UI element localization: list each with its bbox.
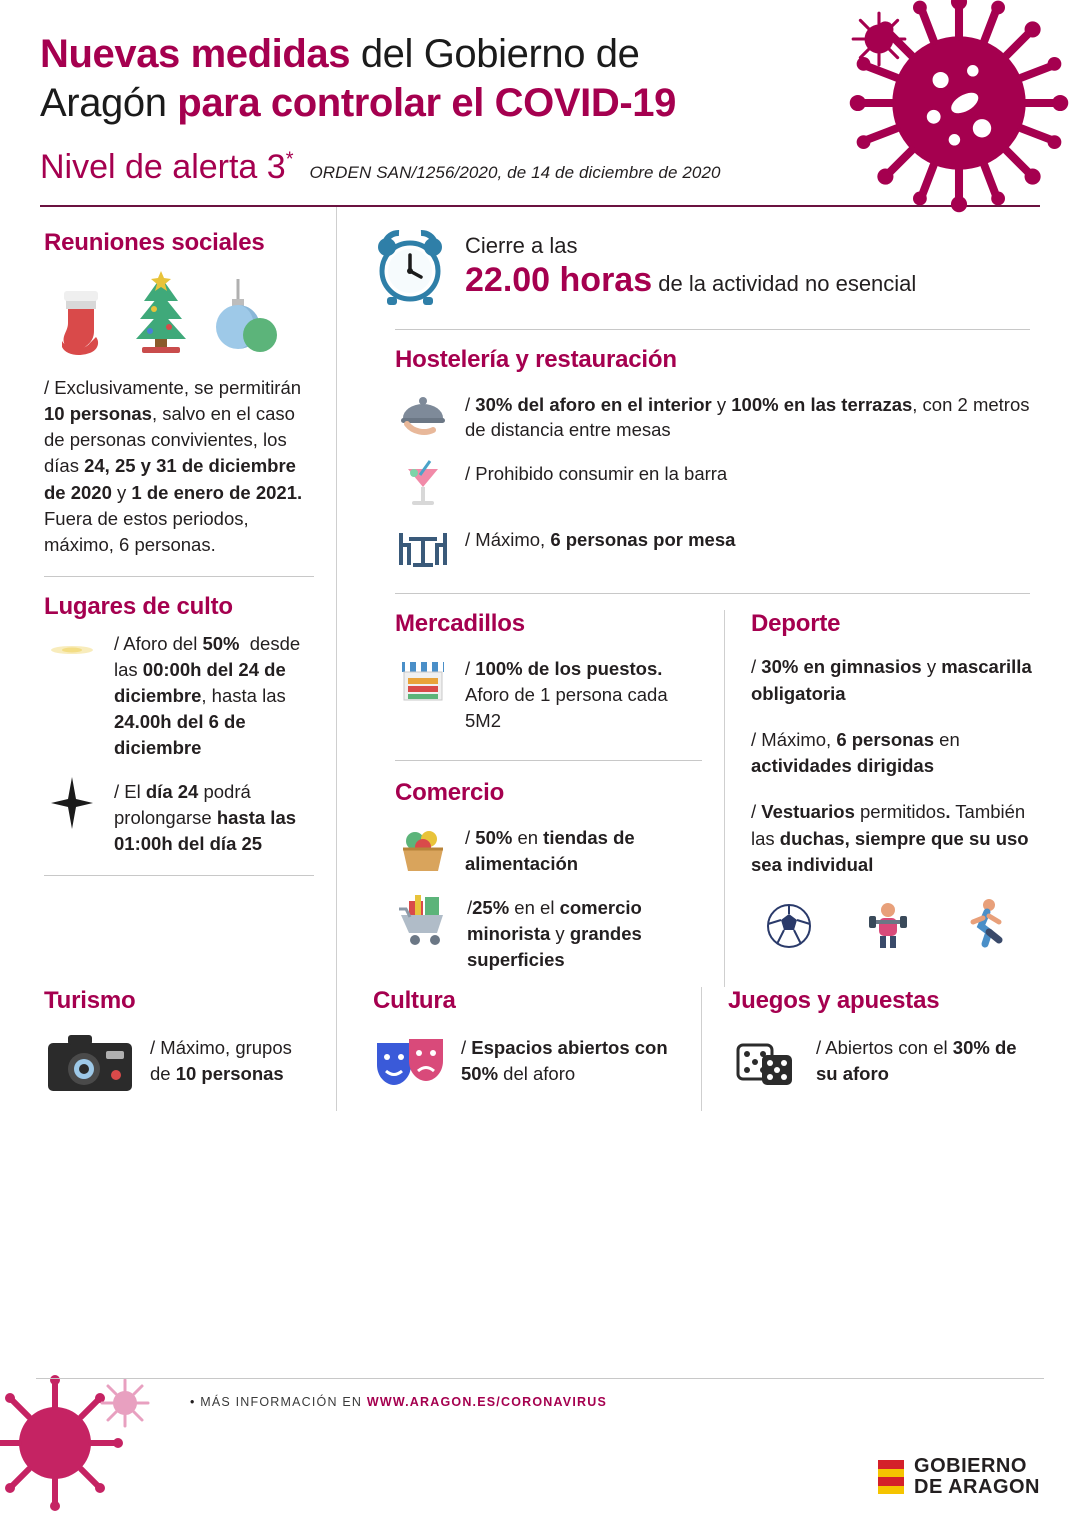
- body-columns: [0, 207, 1080, 987]
- theatre-masks-icon: [373, 1031, 447, 1093]
- christmas-tree-icon: [124, 271, 198, 357]
- deporte-icons: [765, 896, 1038, 950]
- footer-url[interactable]: WWW.ARAGON.ES/CORONAVIRUS: [366, 1395, 608, 1409]
- government-logo: [878, 1456, 1040, 1498]
- mercadillos-item-1-text: / 100% de los puestos. Aforo de 1 persona cada 5M2: [465, 658, 668, 732]
- grocery-basket-icon: [395, 821, 451, 877]
- hosteleria-item-1-text: / 30% del aforo en el interior y 100% en las terrazas, con 2 metros de distancia entre mesas: [465, 393, 1030, 441]
- closing-line-1: Cierre a las: [465, 232, 578, 258]
- section-title-juegos: Juegos y apuestas: [728, 986, 940, 1014]
- light-rays-icon: [44, 627, 100, 673]
- comercio-item-1: [395, 821, 702, 877]
- footer-info-prefix: MÁS INFORMACIÓN EN: [200, 1395, 367, 1409]
- reuniones-icons: [48, 271, 314, 357]
- mid-right-columns: [359, 610, 1044, 986]
- right-column: [724, 610, 1044, 986]
- cultura-block: [336, 987, 701, 1111]
- dice-icon: [728, 1031, 802, 1097]
- left-column: [36, 207, 336, 987]
- deporte-item-2: / Máximo, 6 personas en actividades dirigidas: [751, 728, 960, 777]
- culto-item-1: [44, 627, 314, 760]
- alert-level-text: Nivel de alerta 3: [40, 147, 286, 186]
- weightlifting-icon: [865, 898, 911, 950]
- culto-item-2: [44, 775, 314, 857]
- section-title-hosteleria: Hostelería y restauración: [395, 345, 677, 373]
- hosteleria-item-2: [395, 457, 1044, 509]
- football-icon: [765, 902, 813, 950]
- cultura-text: / Espacios abiertos con 50% del aforo: [461, 1036, 668, 1084]
- juegos-text: / Abiertos con el 30% de su aforo: [816, 1036, 1017, 1084]
- section-title-turismo: Turismo: [44, 986, 136, 1014]
- middle-column: [359, 610, 724, 986]
- cocktail-icon: [395, 457, 451, 509]
- title-part-3: Aragón: [40, 80, 167, 125]
- deporte-item-1: / 30% en gimnasios y mascarilla obligatoria: [751, 656, 1032, 704]
- alert-subline: [40, 148, 1040, 187]
- section-title-deporte: Deporte: [751, 610, 841, 638]
- juegos-block: [701, 987, 1044, 1111]
- left-divider-1: [44, 576, 314, 577]
- culto-item-2-text: / El día 24 podrá prolongarse hasta las 01:00h del día 25: [114, 780, 297, 854]
- christmas-stocking-icon: [48, 279, 114, 357]
- title-part-4: para controlar el COVID-19: [166, 80, 676, 125]
- closing-text: [465, 232, 916, 302]
- alarm-clock-icon: [373, 227, 447, 307]
- section-title-mercadillos: Mercadillos: [395, 610, 525, 638]
- mid-divider-2: [395, 593, 1030, 594]
- left-divider-2: [44, 875, 314, 876]
- section-title-culto: Lugares de culto: [44, 593, 233, 621]
- camera-icon: [44, 1031, 136, 1097]
- title-part-1: Nuevas medidas: [40, 32, 351, 76]
- comercio-item-2-text: /25% en el comercio minorista y grandes superficies: [467, 897, 642, 970]
- shopping-cart-icon: [395, 891, 453, 949]
- market-stall-icon: [395, 652, 451, 708]
- cultura-item: [373, 1031, 679, 1093]
- footer-info: [0, 1379, 1080, 1409]
- section-title-reuniones: Reuniones sociales: [44, 228, 265, 256]
- closing-hours: 22.00 horas: [465, 261, 653, 300]
- header: [0, 0, 1080, 187]
- hosteleria-item-3: [395, 523, 1044, 571]
- turismo-text: / Máximo, grupos de 10 personas: [150, 1036, 292, 1084]
- government-logo-text: [914, 1456, 1040, 1498]
- aragon-flag-icon: [878, 1460, 904, 1494]
- alert-level: [40, 148, 293, 187]
- gob-line-1: GOBIERNO: [914, 1455, 1027, 1477]
- closing-line-2: de la actividad no esencial: [652, 271, 917, 297]
- title-part-2: del Gobierno de: [350, 32, 640, 76]
- hosteleria-item-2-text: / Prohibido consumir en la barra: [465, 463, 728, 485]
- page-title: [40, 30, 840, 128]
- running-icon: [963, 896, 1009, 950]
- turismo-block: [36, 987, 336, 1111]
- culto-item-1-text: / Aforo del 50% desde las 00:00h del 24 de diciembre, hasta las 24.00h del 6 de diciembre: [114, 633, 301, 759]
- serving-dish-icon: [395, 388, 451, 436]
- right-area: [336, 207, 1044, 987]
- mid-divider-1: [395, 329, 1030, 330]
- footer-bullet: •: [190, 1395, 196, 1409]
- deporte-item-3: / Vestuarios permitidos. También las duchas, siempre que su uso sea individual: [751, 801, 1029, 875]
- juegos-item: [728, 1031, 1038, 1097]
- christmas-bauble-icon: [208, 271, 280, 357]
- mercadillos-item-1: [395, 652, 702, 734]
- comercio-item-2: [395, 891, 702, 973]
- section-title-cultura: Cultura: [373, 986, 456, 1014]
- mid-col-divider: [395, 760, 702, 761]
- hosteleria-item-1: [395, 388, 1044, 444]
- gob-line-2: DE ARAGON: [914, 1476, 1040, 1498]
- alert-level-asterisk: *: [285, 148, 294, 171]
- reuniones-text: / Exclusivamente, se permitirán 10 personas, salvo en el caso de personas convivientes, los días 24, 25 y 31 de diciembre de 2020 y 1 de enero de 2021. Fuera de estos periodos, máximo, 6 personas.: [44, 376, 303, 556]
- bottom-strip: [0, 987, 1080, 1111]
- comercio-item-1-text: / 50% en tiendas de alimentación: [465, 827, 635, 874]
- closing-block: [359, 207, 1044, 313]
- turismo-item: [44, 1031, 314, 1097]
- section-title-comercio: Comercio: [395, 779, 505, 807]
- footer: [0, 1378, 1080, 1528]
- order-reference: ORDEN SAN/1256/2020, de 14 de diciembre de 2020: [309, 162, 721, 182]
- star-icon: [44, 775, 100, 831]
- hosteleria-item-3-text: / Máximo, 6 personas por mesa: [465, 529, 736, 551]
- table-chairs-icon: [395, 523, 451, 571]
- hosteleria-section: [359, 346, 1044, 572]
